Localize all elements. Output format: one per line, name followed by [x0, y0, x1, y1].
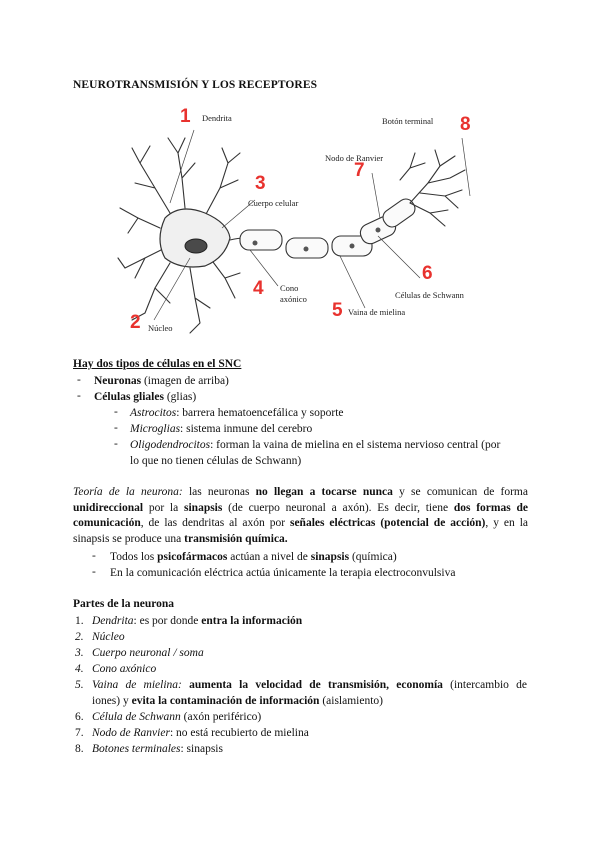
bullet-dash: - [77, 390, 81, 402]
number-7: 7 [354, 160, 365, 181]
partes-item-5: 5. Vaina de mielina: aumenta la velocidad de transmisión, economía (intercambio de [75, 679, 528, 691]
list-item-neuronas: Neuronas (imagen de arriba) [94, 375, 229, 387]
partes-heading: Partes de la neurona [73, 598, 175, 610]
partes-item-8: 8. Botones terminales: sinapsis [75, 743, 223, 755]
label-dendrita: Dendrita [202, 113, 232, 123]
number-3: 3 [255, 173, 266, 194]
list-item-oligodendrocitos: Oligodendrocitos: forman la vaina de mielina en el sistema nervioso central (por [130, 439, 501, 451]
bullet-dash: - [92, 550, 96, 562]
partes-item-4: 4. Cono axónico [75, 663, 157, 675]
list-item-microglias: Microglias: sistema inmune del cerebro [130, 423, 313, 435]
teoria-paragraph: Teoría de la neurona: las neuronas no llegan a tocarse nunca y se comunican de forma unidireccional por la sinapsis (de cuerpo neuronal a axón). Es decir, tiene dos formas de comunicación, de las dendritas al axón por señales eléctricas (potencial de acción), y en la sinapsis se produce una transmisión química. [73, 486, 528, 545]
bullet-dash: - [77, 374, 81, 386]
label-schwann: Células de Schwann [395, 290, 464, 300]
label-cono-1: Cono [280, 283, 299, 293]
list-item-oligodendrocitos-cont: lo que no tienen células de Schwann) [130, 455, 302, 467]
label-cono-2: axónico [280, 294, 307, 304]
label-cuerpo: Cuerpo celular [248, 198, 299, 208]
number-4: 4 [253, 278, 264, 299]
list-item-astrocitos: Astrocitos: barrera hematoencefálica y soporte [130, 407, 344, 419]
number-1: 1 [180, 106, 191, 127]
partes-item-5-cont: iones) y evita la contaminación de información (aislamiento) [92, 695, 383, 707]
neuron-diagram [110, 108, 490, 348]
snc-heading: Hay dos tipos de células en el SNC [73, 358, 242, 370]
number-5: 5 [332, 300, 343, 321]
partes-item-1: 1. Dendrita: es por donde entra la información [75, 615, 303, 627]
list-item-psicofarmacos: Todos los psicofármacos actúan a nivel de sinapsis (química) [110, 551, 397, 563]
label-boton: Botón terminal [382, 116, 434, 126]
number-8: 8 [460, 114, 471, 135]
number-6: 6 [422, 263, 433, 284]
label-vaina: Vaina de mielina [348, 307, 406, 317]
page-title: NEUROTRANSMISIÓN Y LOS RECEPTORES [73, 79, 318, 91]
label-nucleo: Núcleo [148, 323, 173, 333]
neuron-illustration [110, 108, 490, 348]
bullet-dash: - [114, 422, 118, 434]
list-item-gliales: Células gliales (glias) [94, 391, 197, 403]
label-ranvier: Nodo de Ranvier [325, 153, 384, 163]
partes-item-3: 3. Cuerpo neuronal / soma [75, 647, 204, 659]
number-2: 2 [130, 312, 141, 333]
bullet-dash: - [114, 406, 118, 418]
bullet-dash: - [114, 438, 118, 450]
bullet-dash: - [92, 566, 96, 578]
partes-item-6: 6. Célula de Schwann (axón periférico) [75, 711, 262, 723]
partes-item-7: 7. Nodo de Ranvier: no está recubierto de mielina [75, 727, 309, 739]
list-item-terapia: En la comunicación eléctrica actúa únicamente la terapia electroconvulsiva [110, 567, 456, 579]
partes-item-2: 2. Núcleo [75, 631, 125, 643]
